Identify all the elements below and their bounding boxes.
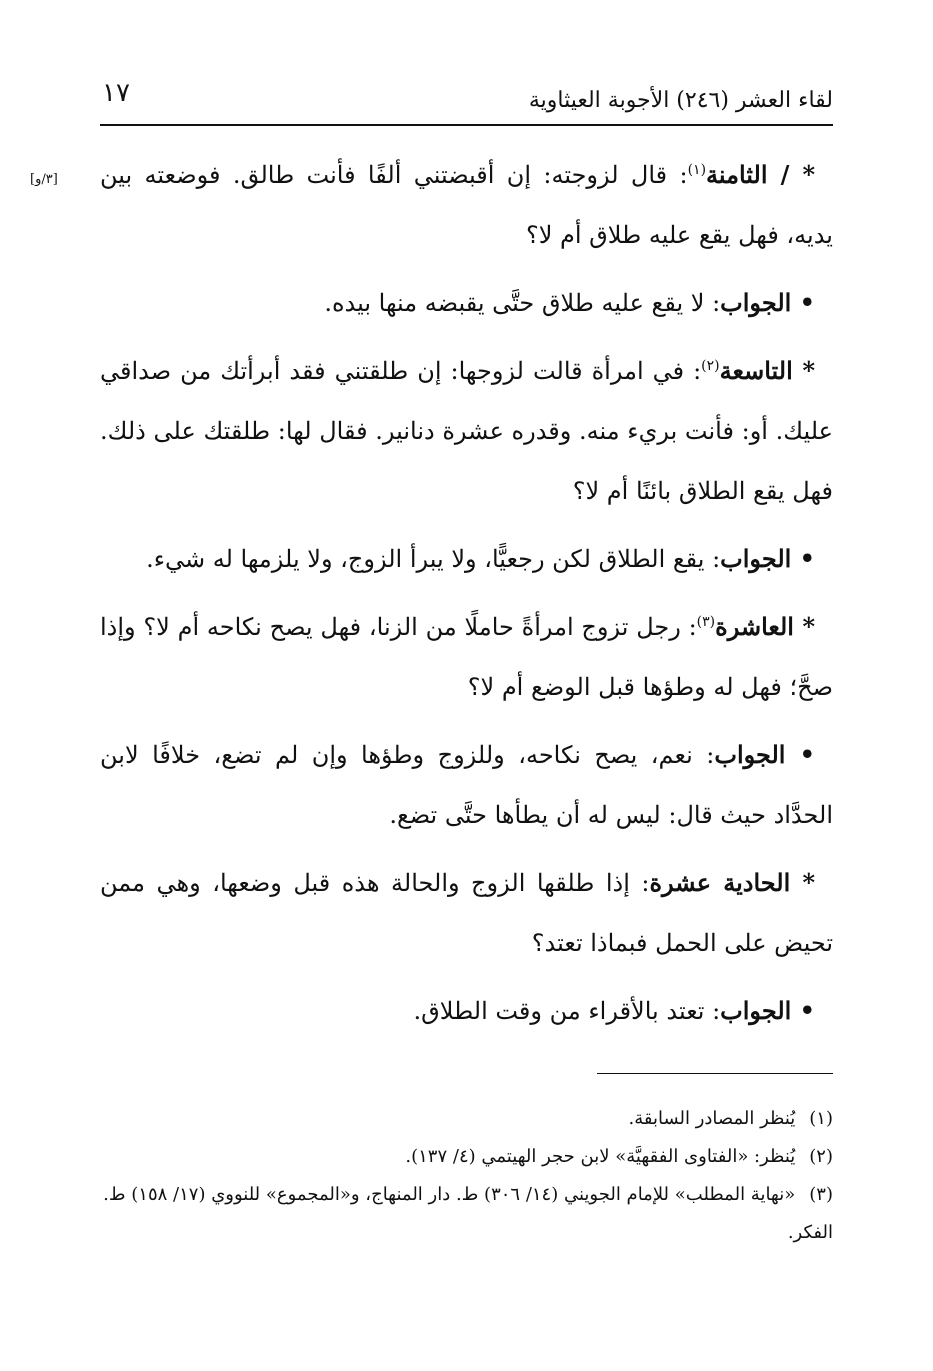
answer-label: • الجواب — [720, 996, 815, 1025]
answer-11 — [100, 981, 833, 1041]
question-label: * العاشرة — [715, 612, 815, 641]
footnotes — [100, 1100, 833, 1252]
footnote-3 — [100, 1176, 833, 1252]
footnote-number: (١) — [809, 1108, 833, 1129]
answer-10 — [100, 725, 833, 845]
footnote-number: (٢) — [809, 1146, 833, 1167]
paragraph-text: : تعتد بالأقراء من وقت الطلاق. — [413, 997, 721, 1025]
question-label: * الحادية عشرة — [649, 868, 816, 897]
question-8 — [100, 145, 833, 265]
header-rule — [100, 124, 833, 126]
body-text — [100, 145, 833, 1049]
running-title: لقاء العشر (٢٤٦) الأجوبة العيثاوية — [528, 88, 833, 113]
paragraph-text: : نعم، يصح نكاحه، وللزوج وطؤها وإن لم تضع، خلافًا لابن الحدَّاد حيث قال: ليس له أن يطأها حتَّى تضع. — [100, 741, 833, 829]
question-label: * التاسعة — [719, 356, 815, 385]
footnote-rule — [597, 1073, 833, 1074]
footnote-2 — [100, 1138, 833, 1176]
footnote-text: يُنظر: «الفتاوى الفقهيَّة» لابن حجر الهيتمي (٤/ ١٣٧). — [405, 1146, 796, 1167]
paragraph-text: : قال لزوجته: إن أقبضتني ألفًا فأنت طالق. فوضعته بين يديه، فهل يقع عليه طلاق أم لا؟ — [100, 161, 833, 249]
footnote-ref: (١) — [687, 162, 707, 178]
margin-note: [٣/و] — [30, 172, 58, 187]
footnote-text: يُنظر المصادر السابقة. — [628, 1108, 796, 1129]
paragraph-text: : إذا طلقها الزوج والحالة هذه قبل وضعها، وهي ممن تحيض على الحمل فبماذا تعتد؟ — [100, 869, 833, 957]
page-number: ١٧ — [102, 78, 130, 108]
answer-9 — [100, 529, 833, 589]
answer-label: • الجواب — [720, 544, 815, 573]
answer-label: • الجواب — [720, 288, 815, 317]
footnote-ref: (٣) — [696, 614, 716, 630]
footnote-ref: (٢) — [701, 358, 720, 374]
paragraph-text: : رجل تزوج امرأةً حاملًا من الزنا، فهل يصح نكاحه أم لا؟ وإذا صحَّ؛ فهل له وطؤها قبل الوضع أم لا؟ — [100, 613, 833, 701]
answer-label: • الجواب — [714, 740, 816, 769]
paragraph-text: : في امرأة قالت لزوجها: إن طلقتني فقد أبرأتك من صداقي عليك. أو: فأنت بريء منه. وقدره عشرة دنانير. فقال لها: طلقتك على ذلك. فهل يقع الطلاق بائنًا أم لا؟ — [100, 357, 833, 505]
question-11 — [100, 853, 833, 973]
question-label: * / الثامنة — [706, 160, 815, 189]
paragraph-text: : لا يقع عليه طلاق حتَّى يقبضه منها بيده. — [324, 289, 721, 317]
answer-8 — [100, 273, 833, 333]
footnote-number: (٣) — [809, 1184, 833, 1205]
footnote-1 — [100, 1100, 833, 1138]
question-10 — [100, 597, 833, 717]
paragraph-text: : يقع الطلاق لكن رجعيًّا، ولا يبرأ الزوج، ولا يلزمها له شيء. — [146, 545, 721, 573]
footnote-text: «نهاية المطلب» للإمام الجويني (١٤/ ٣٠٦) ط. دار المنهاج، و«المجموع» للنووي (١٧/ ١٥٨) ط. الفكر. — [103, 1184, 833, 1243]
question-9 — [100, 341, 833, 521]
